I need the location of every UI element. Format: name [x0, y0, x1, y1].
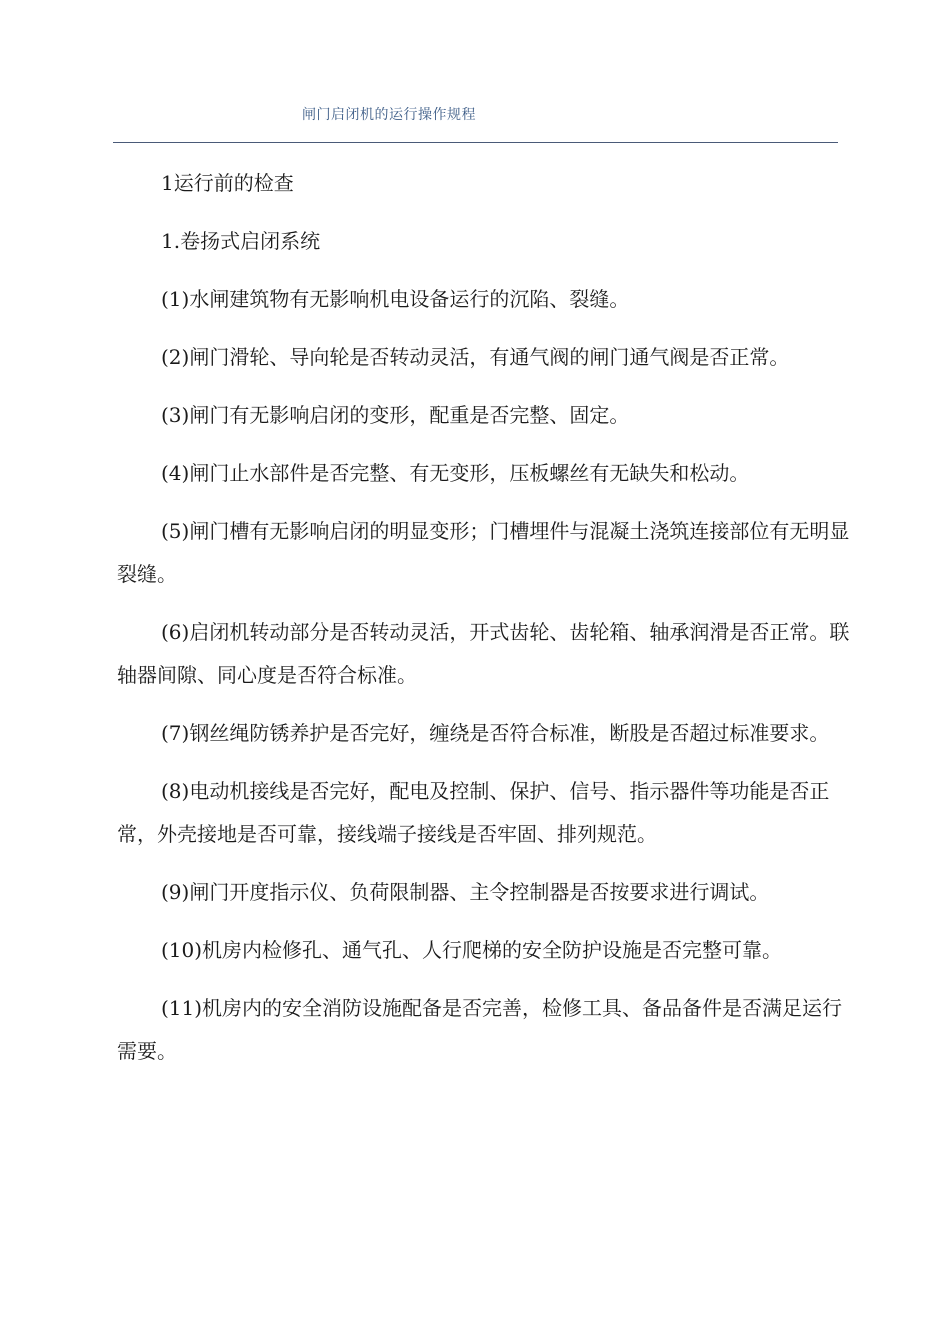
checklist-item: (1)水闸建筑物有无影响机电设备运行的沉陷、裂缝。 — [161, 287, 630, 311]
checklist-item: (8)电动机接线是否完好，配电及控制、保护、信号、指示器件等功能是否正常，外壳接地是否可靠，接线端子接线是否牢固、排列规范。 — [117, 779, 830, 846]
checklist-item: (10)机房内检修孔、通气孔、人行爬梯的安全防护设施是否完整可靠。 — [161, 938, 783, 962]
document-body — [117, 162, 857, 1088]
header-divider — [113, 142, 838, 143]
checklist-item: (9)闸门开度指示仪、负荷限制器、主令控制器是否按要求进行调试。 — [161, 880, 770, 904]
document-header-title: 闸门启闭机的运行操作规程 — [302, 107, 476, 123]
checklist-item: (11)机房内的安全消防设施配备是否完善，检修工具、备品备件是否满足运行需要。 — [117, 996, 843, 1063]
checklist-item: (2)闸门滑轮、导向轮是否转动灵活，有通气阀的闸门通气阀是否正常。 — [161, 345, 790, 369]
checklist-item: (3)闸门有无影响启闭的变形，配重是否完整、固定。 — [161, 403, 630, 427]
checklist-item: (7)钢丝绳防锈养护是否完好，缠绕是否符合标准，断股是否超过标准要求。 — [161, 721, 830, 745]
subsection-heading: 1.卷扬式启闭系统 — [161, 229, 321, 253]
section-heading: 1运行前的检查 — [161, 171, 294, 195]
checklist-item: (4)闸门止水部件是否完整、有无变形，压板螺丝有无缺失和松动。 — [161, 461, 750, 485]
checklist-item: (5)闸门槽有无影响启闭的明显变形；门槽埋件与混凝土浇筑连接部位有无明显裂缝。 — [117, 519, 850, 586]
checklist-item: (6)启闭机转动部分是否转动灵活，开式齿轮、齿轮箱、轴承润滑是否正常。联轴器间隙、同心度是否符合标准。 — [117, 620, 850, 687]
